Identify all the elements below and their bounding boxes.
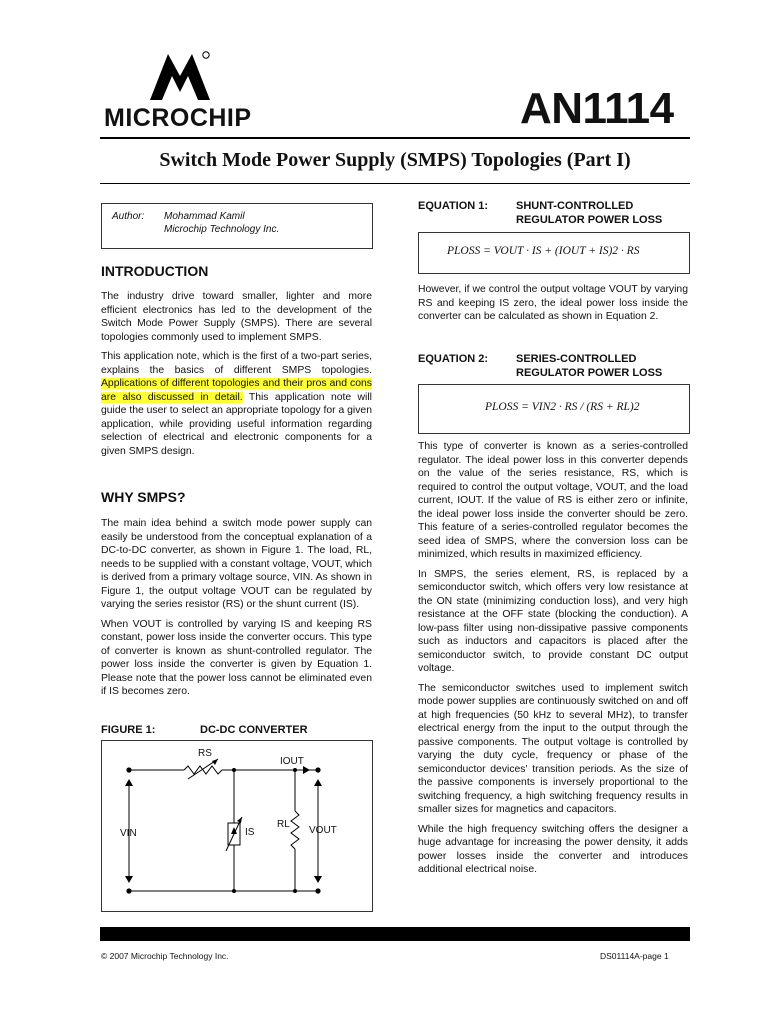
introduction-heading: INTRODUCTION — [101, 263, 209, 279]
author-box — [101, 203, 373, 249]
equation-1-formula: PLOSS = VOUT · IS + (IOUT + IS)2 · RS — [447, 245, 640, 257]
figure-dc-dc-converter — [101, 740, 373, 912]
label-rl: RL — [277, 819, 290, 830]
label-vin: VIN — [120, 828, 137, 839]
equation-2-title-line-2: REGULATOR POWER LOSS — [516, 367, 663, 379]
doc-number: AN1114 — [520, 84, 674, 133]
intro-paragraph-1: The industry drive toward smaller, lighter and more efficient electronics has led to the development of the Switch Mode Power Supply (SMPS). There are several topologies commonly used to implement SMPS. — [101, 291, 372, 343]
label-vout: VOUT — [309, 825, 337, 836]
author-company: Microchip Technology Inc. — [164, 224, 280, 235]
equation-1-title-line-1: SHUNT-CONTROLLED — [516, 200, 634, 212]
microchip-logo-icon — [148, 50, 212, 102]
figure-label: FIGURE 1: — [101, 724, 156, 736]
intro-p2-start: This application note, which is the first of a two-part series, explains the basics of different SMPS topologies. — [101, 351, 372, 376]
figure-title: DC-DC CONVERTER — [200, 724, 308, 736]
page-title: Switch Mode Power Supply (SMPS) Topologies (Part I) — [159, 149, 631, 171]
label-iout: IOUT — [280, 756, 304, 767]
intro-paragraph-2 — [101, 350, 372, 458]
why-smps-paragraph-2: When VOUT is controlled by varying IS and keeping RS constant, power loss inside the converter occurs. This type of converter is known as shunt-controlled regulator. The power loss inside the converter is given by Equation 1. Please note that the power loss cannot be eliminated even if IS becomes zero. — [101, 618, 372, 697]
right-column-body — [418, 440, 688, 883]
footer-page-number: DS01114A-page 1 — [600, 951, 669, 961]
author-name: Mohammad Kamil — [164, 211, 245, 222]
equation-2-formula: PLOSS = VIN2 · RS / (RS + RL)2 — [485, 401, 640, 413]
introduction-body — [101, 290, 372, 464]
right-paragraph-1: This type of converter is known as a series-controlled regulator. The ideal power loss in this converter depends on the value of the series resistance, RS, which is required to control the output voltage, VOUT, and the load current, IOUT. If the value of RS is either zero or infinite, the ideal power loss inside the converter should be zero. This feature of a series-controlled regulator becomes the seed idea of SMPS, where the conversion loss can be minimized, which results in maximized efficiency. — [418, 441, 688, 560]
paragraph-after-equation-1: However, if we control the output voltage VOUT by varying RS and keeping IS zero, the ideal power loss inside the converter can be calculated as shown in Equation 2. — [418, 284, 688, 322]
footer-bar — [100, 927, 690, 941]
why-smps-heading: WHY SMPS? — [101, 489, 186, 505]
brand-name: MICROCHIP — [104, 104, 252, 132]
highlighted-text: Applications of different topologies and their pros and cons are also discussed in detail. — [101, 378, 372, 403]
right-paragraph-2: In SMPS, the series element, RS, is replaced by a semiconductor switch, which offers very low resistance at the ON state (minimizing conduction loss), and very high resistance at the OFF state (blocking the conduction). A low-pass filter using non-dissipative passive components such as inductors and capacitors is placed after the semiconductor switch, to provide constant DC output voltage. — [418, 568, 688, 674]
right-paragraph-4: While the high frequency switching offers the designer a huge advantage for increasing the power density, it adds power losses inside the converter and introduces additional electrical noise. — [418, 823, 688, 875]
equation-1-label: EQUATION 1: — [418, 200, 489, 212]
equation-2-box — [418, 384, 690, 434]
equation-2-label: EQUATION 2: — [418, 353, 489, 365]
equation-1-box — [418, 232, 690, 274]
right-paragraph-3: The semiconductor switches used to implement switch mode power supplies are continuously switched on and off at high frequencies (50 kHz to several MHz), to transfer electrical energy from the input to the output through the passive components. The output voltage is controlled by varying the duty cycle, frequency or phase of the semiconductor devices' transition periods. As the size of the passive components is inversely proportional to the switching frequency, a high switching frequency results in smaller sizes for magnetics and capacitors. — [418, 682, 688, 815]
intro-p2-end: This application note will guide the user to select an appropriate topology for a given application, while providing useful information regarding selection of electrical and electronic components for a given SMPS design. — [101, 391, 372, 457]
equation-2-title-line-1: SERIES-CONTROLLED — [516, 353, 637, 365]
equation-1-title-line-2: REGULATOR POWER LOSS — [516, 214, 663, 226]
label-rs: RS — [198, 748, 212, 759]
footer-copyright: © 2007 Microchip Technology Inc. — [101, 951, 229, 961]
title-rule — [100, 183, 690, 184]
author-label: Author: — [112, 211, 145, 222]
why-smps-paragraph-1: The main idea behind a switch mode power supply can easily be understood from the conceptual explanation of a DC-to-DC converter, as shown in Figure 1. The load, RL, needs to be supplied with a constant voltage, VOUT, which is derived from a primary voltage source, VIN. As shown in Figure 1, the output voltage VOUT can be regulated by varying the series resistor (RS) or the shunt current (IS). — [101, 518, 372, 610]
header-rule — [100, 137, 690, 139]
label-is: IS — [245, 827, 255, 838]
why-smps-body — [101, 517, 372, 705]
